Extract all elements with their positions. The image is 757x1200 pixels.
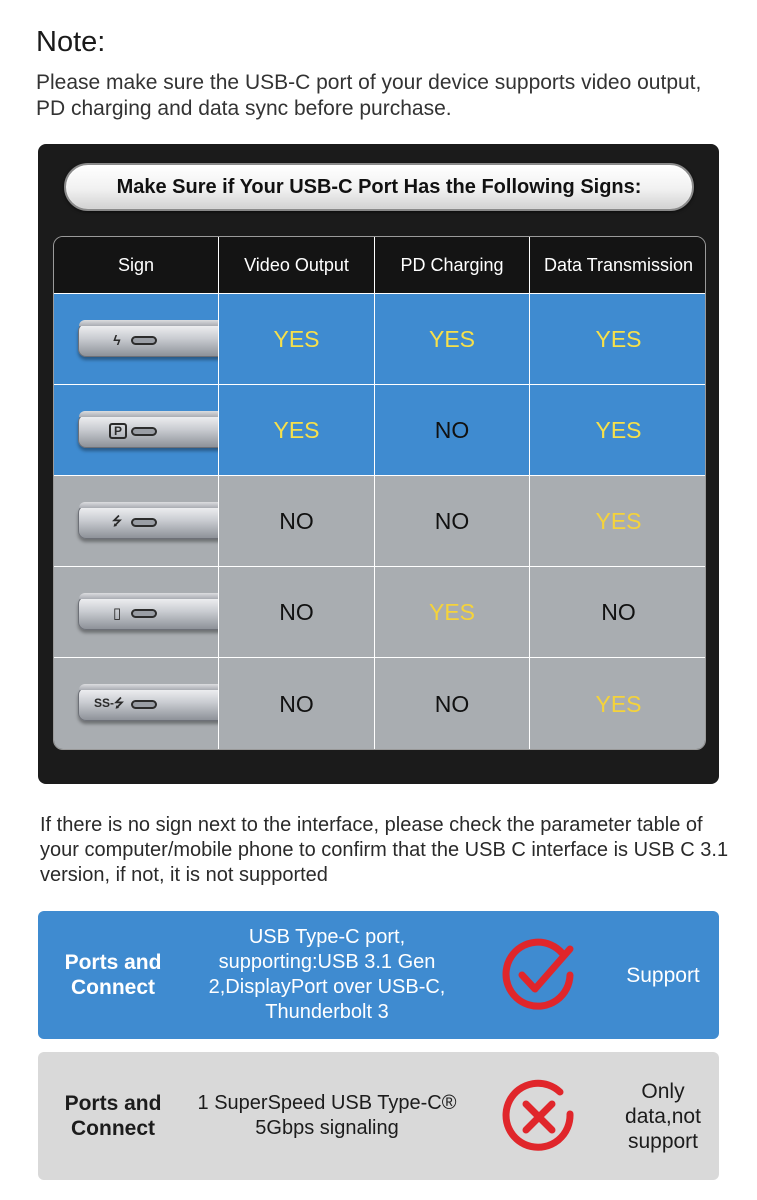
data-transmission-value: YES (595, 416, 642, 443)
superspeed-usb-port-icon: SS-⭍ (78, 687, 219, 721)
check-circle-icon (500, 937, 576, 1013)
usb-port-icon: ⭍ (78, 505, 219, 539)
table-row (54, 657, 706, 750)
unsupported-ports-card (38, 1052, 719, 1180)
card-label: Ports and Connect (64, 1092, 162, 1140)
displayport-port-icon: P (78, 414, 219, 448)
sign-cell (54, 658, 219, 750)
card-label: Ports and Connect (64, 951, 162, 999)
sign-cell (54, 567, 219, 657)
table-row (54, 384, 706, 475)
video-output-value: NO (219, 567, 375, 657)
note-text: Please make sure the USB-C port of your device supports video output, PD charging and data sync before purchase. (36, 71, 702, 120)
info-text: If there is no sign next to the interface, please check the parameter table of your computer/mobile phone to confirm that the USB C interface is USB C 3.1 version, if not, it is not supported (40, 814, 729, 886)
table-row (54, 475, 706, 566)
card-description: USB Type-C port, supporting:USB 3.1 Gen 2,DisplayPort over USB-C, Thunderbolt 3 (208, 926, 446, 1023)
card-description: 1 SuperSpeed USB Type-C® 5Gbps signaling (197, 1092, 457, 1139)
table-header (54, 237, 706, 293)
pd-charging-value: YES (375, 294, 530, 384)
signs-panel-heading: Make Sure if Your USB-C Port Has the Following Signs: (64, 163, 694, 211)
sign-cell (54, 294, 219, 384)
data-transmission-value: YES (595, 691, 642, 717)
port-signs-table (53, 236, 706, 750)
pd-charging-value: NO (375, 385, 530, 475)
sign-cell (54, 385, 219, 475)
card-status: Only data,not support (625, 1079, 701, 1153)
table-row (54, 566, 706, 657)
data-transmission-value: YES (595, 507, 642, 534)
header-data-transmission: Data Transmission (543, 254, 694, 275)
video-output-value: YES (219, 294, 375, 384)
pd-charging-value: NO (375, 658, 530, 750)
supported-ports-card (38, 911, 719, 1039)
header-pd-charging: PD Charging (375, 237, 530, 293)
video-output-value: NO (219, 658, 375, 750)
thunderbolt-port-icon: ϟ (78, 323, 219, 357)
header-video-output: Video Output (219, 237, 375, 293)
pd-charging-value: YES (375, 567, 530, 657)
pd-charging-value: NO (375, 476, 530, 566)
data-transmission-value: YES (595, 325, 642, 352)
x-circle-icon (500, 1078, 576, 1154)
header-sign: Sign (54, 237, 219, 293)
battery-port-icon: ▯ (78, 596, 219, 630)
video-output-value: YES (219, 385, 375, 475)
data-transmission-value: NO (601, 598, 636, 625)
table-row (54, 293, 706, 384)
note-title: Note: (36, 26, 106, 58)
card-status: Support (626, 963, 700, 987)
video-output-value: NO (219, 476, 375, 566)
sign-cell (54, 476, 219, 566)
